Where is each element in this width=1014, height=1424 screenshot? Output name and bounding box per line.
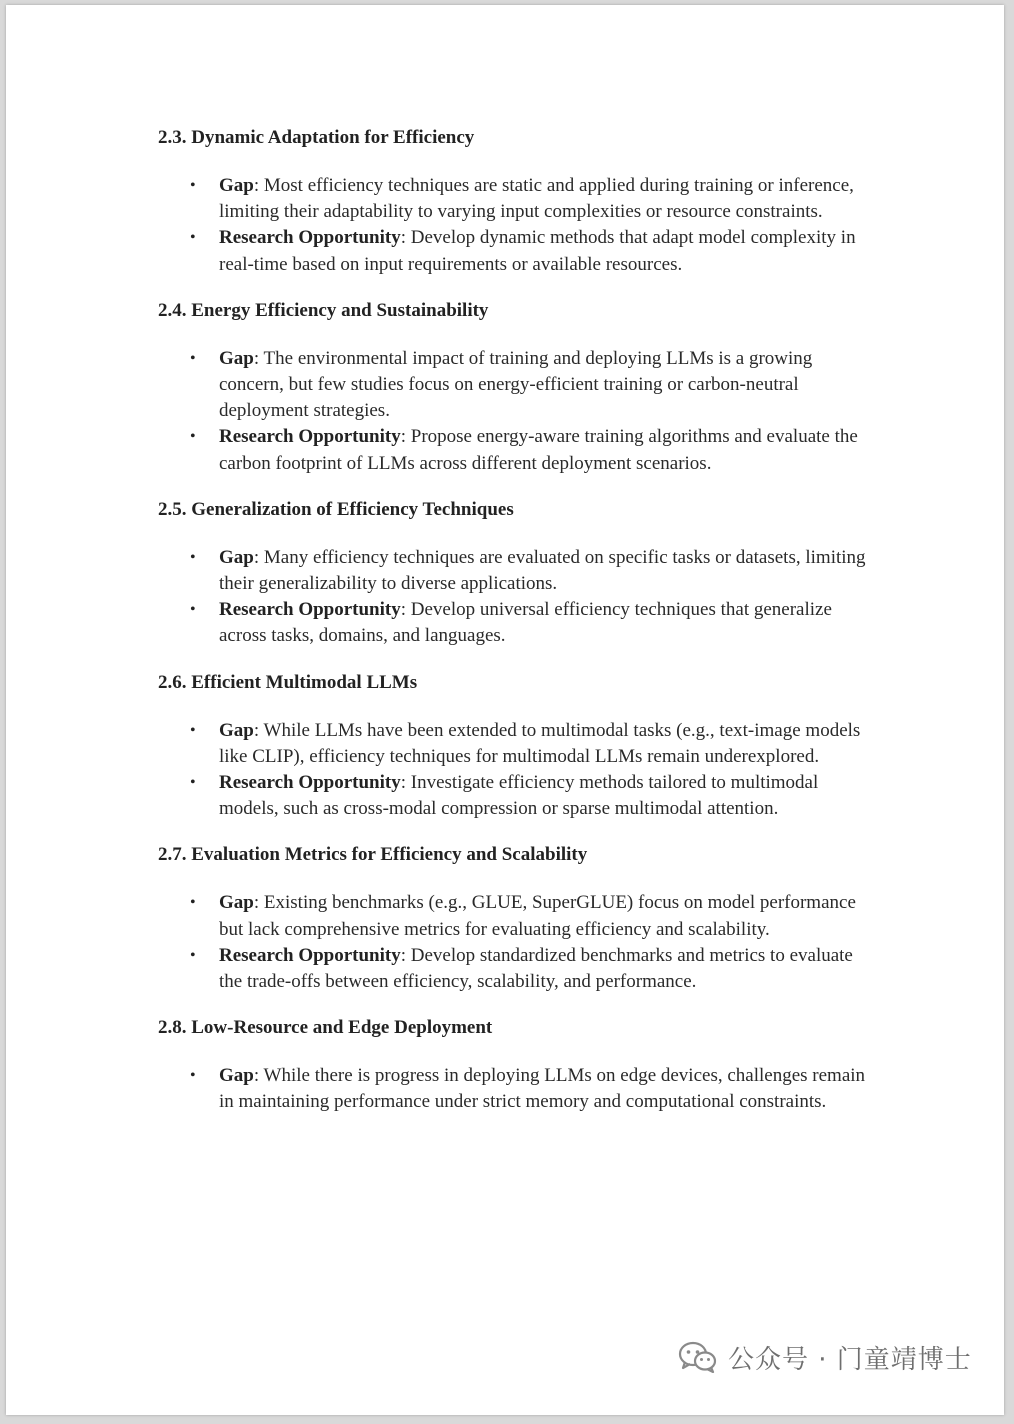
item-label: Research Opportunity (219, 599, 401, 621)
section-heading: 2.4. Energy Efficiency and Sustainability (158, 299, 489, 321)
section-heading: 2.3. Dynamic Adaptation for Efficiency (158, 127, 475, 148)
item-label: Gap (219, 1065, 254, 1087)
bullet-list (158, 173, 878, 278)
watermark (678, 1337, 972, 1377)
list-item (158, 943, 878, 995)
item-text: : Many efficiency techniques are evaluated on specific tasks or datasets, limiting their generalizability to diverse applications. (219, 546, 866, 595)
section (158, 670, 878, 823)
item-text: : While LLMs have been extended to multimodal tasks (e.g., text-image models like CLIP), efficiency techniques for multimodal LLMs remain underexplored. (219, 719, 861, 767)
bullet-icon: • (190, 774, 196, 792)
document-content (158, 125, 878, 1136)
item-text: : Existing benchmarks (e.g., GLUE, SuperGLUE) focus on model performance but lack comprehensive metrics for evaluating efficiency and scalability. (219, 892, 856, 940)
bullet-icon: • (190, 721, 196, 739)
watermark-text: 公众号 · 门童靖博士 (728, 1344, 972, 1375)
bullet-icon: • (190, 349, 196, 367)
bullet-icon: • (190, 601, 196, 619)
bullet-icon: • (190, 548, 196, 566)
section-heading: 2.8. Low-Resource and Edge Deployment (158, 1017, 493, 1039)
item-text: : Most efficiency techniques are static and applied during training or inference, limiting their adaptability to varying input complexities or resource constraints. (219, 175, 854, 223)
item-label: Gap (219, 892, 254, 914)
section (158, 298, 878, 477)
section-heading: 2.5. Generalization of Efficiency Techniques (158, 498, 514, 520)
item-label: Gap (219, 347, 254, 369)
item-text: : Investigate efficiency methods tailored to multimodal models, such as cross-modal compression or sparse multimodal attention. (219, 772, 819, 820)
list-item (158, 225, 878, 277)
list-item (158, 597, 878, 649)
list-item (158, 770, 878, 822)
bullet-list (158, 346, 878, 477)
item-label: Research Opportunity (219, 426, 401, 448)
item-text: : Develop dynamic methods that adapt model complexity in real-time based on input requirements or available resources. (219, 227, 856, 275)
item-text: : The environmental impact of training and deploying LLMs is a growing concern, but few studies focus on energy-efficient training or carbon-neutral deployment strategies. (219, 347, 813, 422)
section-heading: 2.6. Efficient Multimodal LLMs (158, 671, 418, 693)
item-label: Research Opportunity (219, 227, 401, 249)
item-label: Research Opportunity (219, 772, 401, 794)
document-page (6, 5, 1004, 1415)
item-label: Gap (219, 546, 254, 568)
bullet-list (158, 545, 878, 650)
item-text: : While there is progress in deploying LLMs on edge devices, challenges remain in maintaining performance under strict memory and computational constraints. (219, 1065, 866, 1113)
item-text: : Develop standardized benchmarks and metrics to evaluate the trade-offs between efficiency, scalability, and performance. (219, 944, 853, 993)
bullet-list (158, 890, 878, 995)
item-label: Gap (219, 719, 254, 741)
list-item (158, 173, 878, 225)
section (158, 842, 878, 995)
section (158, 497, 878, 650)
section (158, 125, 878, 278)
list-item (158, 424, 878, 476)
list-item (158, 890, 878, 942)
item-label: Research Opportunity (219, 944, 401, 966)
wechat-icon (678, 1341, 718, 1373)
list-item (158, 545, 878, 597)
item-label: Gap (219, 175, 254, 196)
item-text: : Propose energy-aware training algorithms and evaluate the carbon footprint of LLMs across different deployment scenarios. (219, 426, 858, 474)
section-heading: 2.7. Evaluation Metrics for Efficiency and Scalability (158, 844, 588, 866)
bullet-icon: • (190, 177, 196, 194)
bullet-icon: • (190, 946, 196, 964)
bullet-icon: • (190, 1067, 196, 1085)
list-item (158, 718, 878, 770)
bullet-list (158, 718, 878, 823)
item-text: : Develop universal efficiency techniques that generalize across tasks, domains, and languages. (219, 599, 832, 647)
list-item (158, 346, 878, 425)
bullet-list (158, 1063, 878, 1115)
section (158, 1015, 878, 1115)
bullet-icon: • (190, 229, 196, 247)
bullet-icon: • (190, 894, 196, 912)
list-item (158, 1063, 878, 1115)
bullet-icon: • (190, 428, 196, 446)
